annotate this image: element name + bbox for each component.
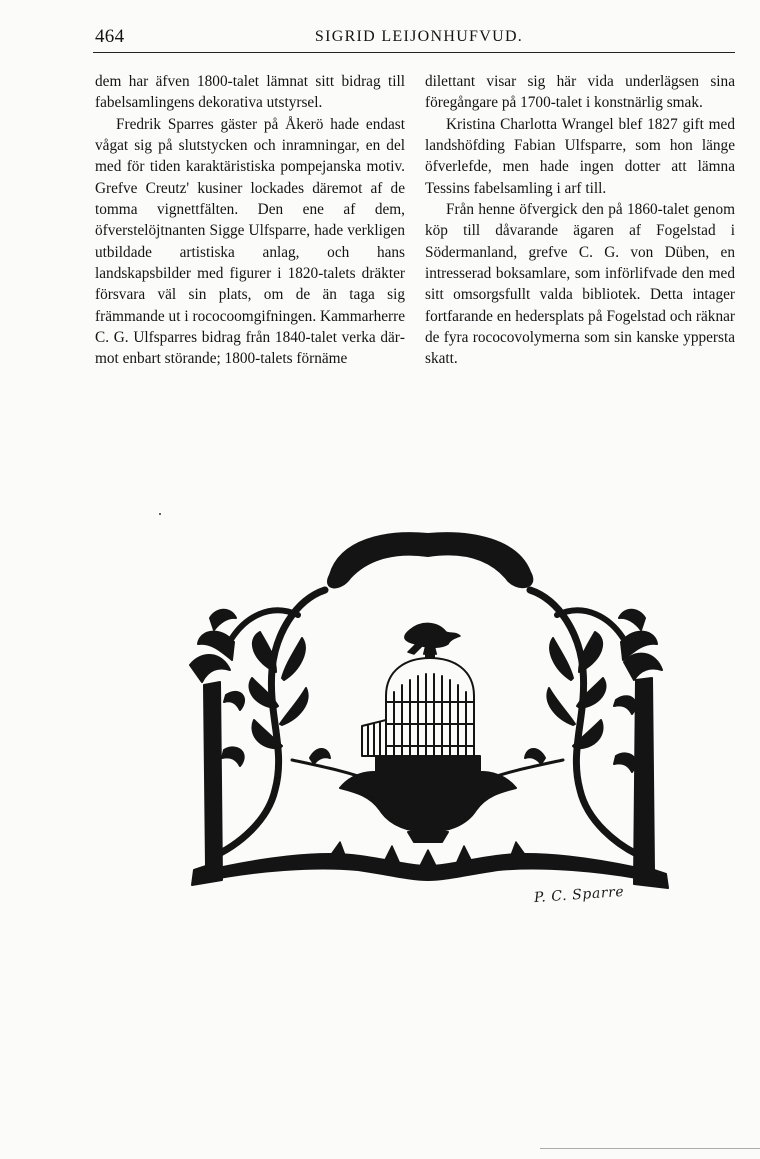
left-text-column (95, 71, 405, 370)
right-paragraph-1: dilettant visar sig här vida underlägsen sina föregångare på 1700-talet i konstnärlig smak. (425, 73, 735, 112)
birdcage (362, 646, 480, 776)
left-paragraph-1: dem har äfven 1800-talet lämnat sitt bidrag till fabelsamlingens dekorativa utstyrsel. (95, 73, 405, 112)
right-paragraph-2: Kristina Charlotta Wrangel blef 1827 gift med landshöfding Fabian Ulfsparre, som hon länge öfverlefde, men hade ingen dotter att lämna Tessins fabelsamling i arf till. (425, 115, 735, 197)
right-scroll-frame (530, 590, 645, 858)
cartouche-top (328, 533, 532, 587)
right-paragraph-3: Från henne öfvergick den på 1860-talet genom köp till dåvarande ägaren af Fogelstad i Södermanland, grefve C. G. von Düben, en intresserad boksamlare, som införlifvade den med sitt omsorgsfullt valda bibliotek. Detta intager fortfarande en hedersplats på Fogelstad och räknar de fyra rococovolymerna som sin kanske yppersta skatt. (425, 201, 735, 368)
running-title: SIGRID LEIJONHUFVUD. (314, 28, 524, 45)
left-pillar (192, 682, 222, 885)
right-text-column (425, 71, 735, 370)
bottom-edge-line (540, 1148, 760, 1149)
right-pillar (634, 678, 668, 888)
print-speck (159, 513, 161, 515)
header-rule (93, 52, 735, 53)
rococo-birdcage-vignette (180, 520, 675, 900)
cage-pedestal (340, 772, 516, 832)
page-number: 464 (95, 26, 125, 47)
artist-signature: P. C. Sparre (533, 883, 625, 907)
left-paragraph-2: Fredrik Sparres gäster på Åkerö hade endast vågat sig på slutstycken och inramningar, en del med för tiden karaktäristiska pompejanska motiv. Grefve Creutz' kusiner lockades däremot af de tomma vignettfälten. Den ene af dem, öfverstelöjtnanten Sigge Ulfsparre, hade verkligen utbildade artistiska anlag, och hans landskapsbilder med figurer i 1820-talets dräkter försvara väl sin plats, om de än taga sig främmande ut i rococoomgifningen. Kammarherre C. G. Ulfsparres bidrag från 1840-talet verka därmot enbart störande; 1800-talets förnäme (95, 115, 405, 368)
left-scroll-frame (210, 590, 325, 858)
